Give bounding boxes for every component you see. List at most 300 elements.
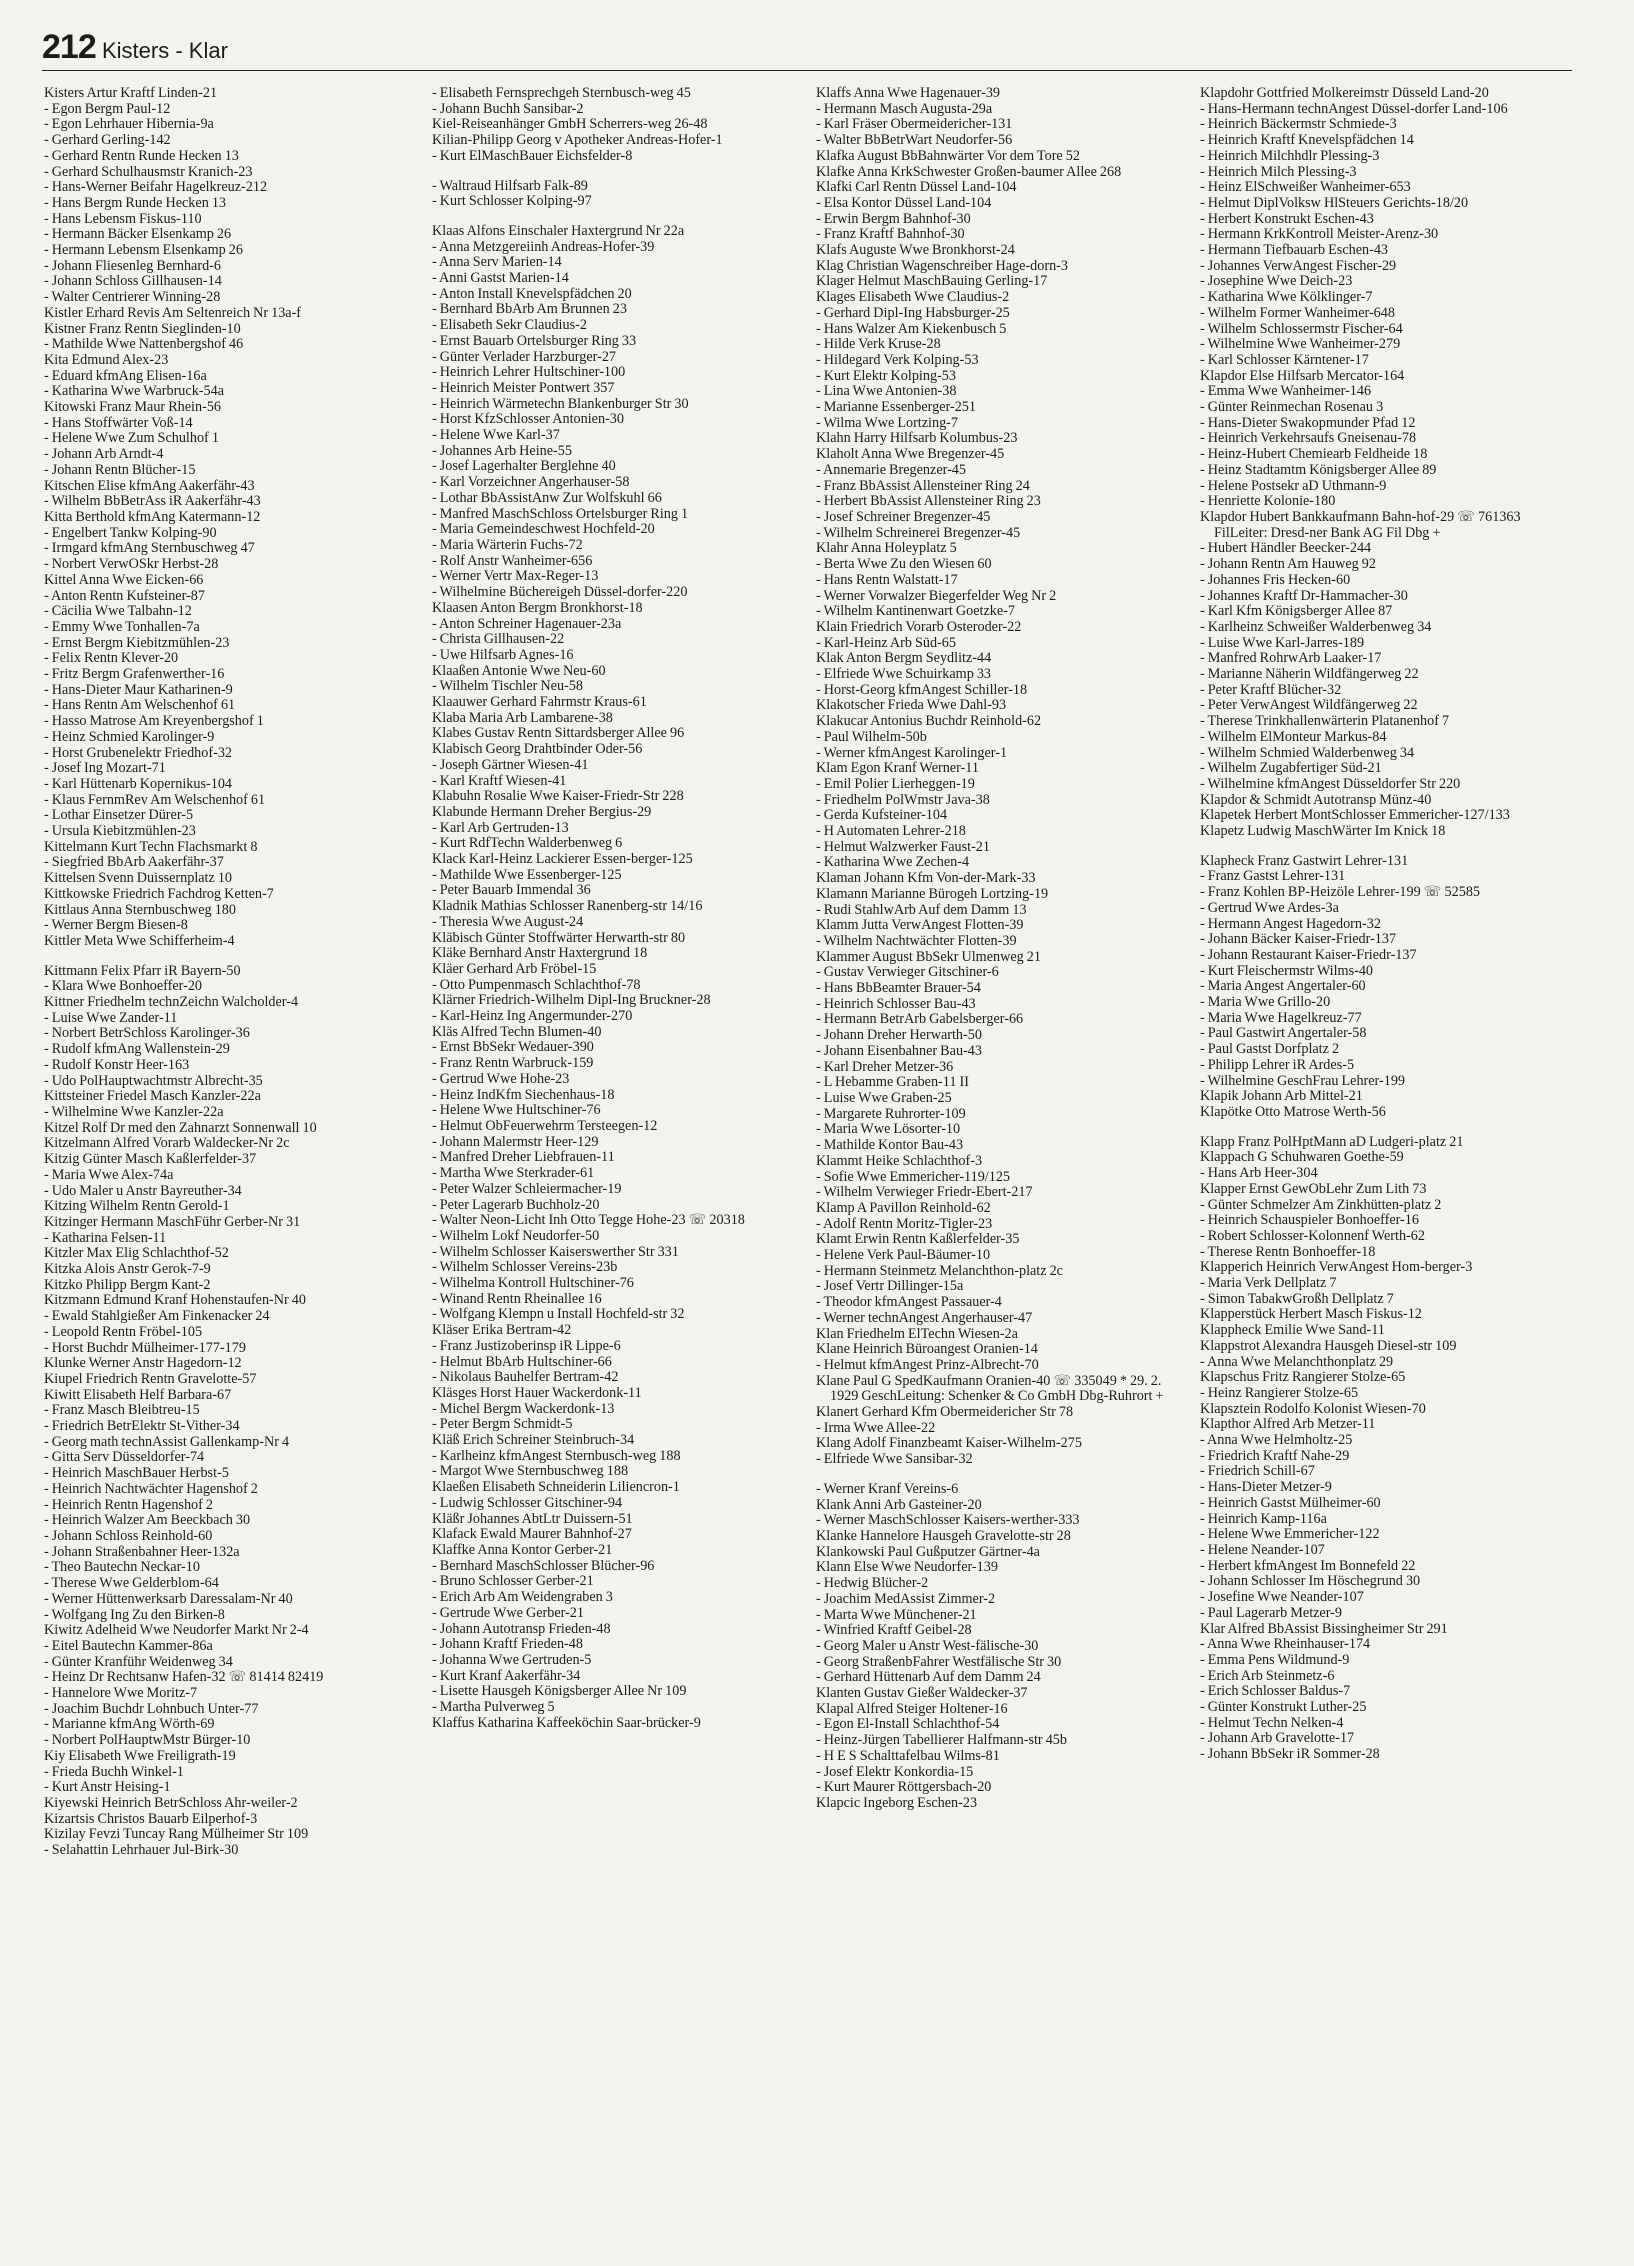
directory-entry: Klafka August BbBahnwärter Vor dem Tore 52 — [816, 147, 1080, 164]
directory-entry: - Hilde Verk Kruse-28 — [816, 336, 941, 353]
directory-entry: - Udo Maler u Anstr Bayreuther-34 — [44, 1182, 242, 1199]
directory-entry: - Maria Angest Angertaler-60 — [1200, 978, 1366, 995]
directory-entry: Klaas Alfons Einschaler Haxtergrund Nr 22a — [432, 222, 685, 239]
directory-entry: - Werner Vorwalzer Biegerfelder Weg Nr 2 — [816, 587, 1057, 604]
directory-entry: - Helene Verk Paul-Bäumer-10 — [816, 1247, 991, 1264]
directory-entry: Kitzmann Edmund Kranf Hohenstaufen-Nr 40 — [44, 1292, 306, 1309]
directory-entry: - Hans Lebensm Fiskus-110 — [44, 210, 202, 227]
directory-entry: Kittmann Felix Pfarr iR Bayern-50 — [44, 962, 241, 979]
directory-entry: - Helmut Walzwerker Faust-21 — [816, 838, 990, 855]
directory-entry: - Johann Rentn Am Hauweg 92 — [1200, 556, 1376, 573]
directory-entry: Klaasen Anton Bergm Bronkhorst-18 — [432, 599, 643, 616]
directory-entry: - Josef Lagerhalter Berglehne 40 — [432, 458, 616, 475]
directory-entry: Klaffus Katharina Kaffeeköchin Saar-brücker-9 — [432, 1714, 701, 1731]
directory-entry: - Maria Wärterin Fuchs-72 — [432, 536, 583, 553]
directory-entry: - Anna Metzgereiinh Andreas-Hofer-39 — [432, 238, 655, 255]
directory-entry: Klamt Erwin Rentn Kaßlerfelder-35 — [816, 1231, 1020, 1248]
directory-entry: - Johann Arb Arndt-4 — [44, 446, 164, 463]
directory-entry: - Josef Schreiner Bregenzer-45 — [816, 508, 991, 525]
directory-entry: - Johann Schloss Reinhold-60 — [44, 1527, 213, 1544]
directory-entry: - Wilhelm Schmied Walderbenweg 34 — [1200, 744, 1415, 761]
directory-entry: - Josefine Wwe Neander-107 — [1200, 1589, 1364, 1606]
directory-entry: - Lothar Einsetzer Dürer-5 — [44, 807, 194, 824]
directory-entry: - L Hebamme Graben-11 II — [816, 1074, 969, 1091]
directory-entry: - Werner Hüttenwerksarb Daressalam-Nr 40 — [44, 1590, 293, 1607]
directory-entry: - Johann Fliesenleg Bernhard-6 — [44, 257, 221, 274]
directory-entry: Klanert Gerhard Kfm Obermeidericher Str 78 — [816, 1404, 1074, 1421]
directory-entry: - Wilhelm Zugabfertiger Süd-21 — [1200, 760, 1382, 777]
directory-entry: Kittel Anna Wwe Eicken-66 — [44, 571, 204, 588]
directory-entry: Kitschen Elise kfmAng Aakerfähr-43 — [44, 477, 255, 494]
directory-entry: - Anni Gastst Marien-14 — [432, 270, 569, 287]
directory-entry: - Wilhelmine Wwe Wanheimer-279 — [1200, 336, 1401, 353]
directory-entry: - Gitta Serv Düsseldorfer-74 — [44, 1449, 205, 1466]
directory-entry: - Karlheinz kfmAngest Sternbusch-weg 188 — [432, 1447, 681, 1464]
directory-entry: Kitzig Günter Masch Kaßlerfelder-37 — [44, 1151, 257, 1168]
directory-entry: Klak Anton Bergm Seydlitz-44 — [816, 650, 992, 667]
directory-entry: - Peter Walzer Schleiermacher-19 — [432, 1180, 622, 1197]
directory-entry: - Karl Arb Gertruden-13 — [432, 819, 569, 836]
directory-entry: - Gertrud Wwe Ardes-3a — [1200, 899, 1339, 916]
directory-entry: - Hermann Bäcker Elsenkamp 26 — [44, 226, 232, 243]
directory-entry: Klank Anni Arb Gasteiner-20 — [816, 1496, 982, 1513]
directory-entry: - Karl-Heinz Arb Süd-65 — [816, 634, 956, 651]
directory-entry: Klann Else Wwe Neudorfer-139 — [816, 1559, 998, 1576]
directory-entry: - Margarete Ruhrorter-109 — [816, 1105, 966, 1122]
directory-entry: - Johann Malermstr Heer-129 — [432, 1133, 599, 1150]
directory-entry: - Johann Restaurant Kaiser-Friedr-137 — [1200, 946, 1417, 963]
directory-entry: - Lisette Hausgeh Königsberger Allee Nr 109 — [432, 1683, 687, 1700]
directory-entry: - Johann Schloss Gillhausen-14 — [44, 273, 222, 290]
directory-entry: Kisters Artur Kraftf Linden-21 — [44, 86, 218, 101]
directory-entry: - Klara Wwe Bonhoeffer-20 — [44, 978, 203, 995]
directory-entry: - Maria Wwe Lösorter-10 — [816, 1121, 961, 1138]
directory-entry: Klang Adolf Finanzbeamt Kaiser-Wilhelm-275 — [816, 1435, 1082, 1452]
directory-entry: Klane Paul G SpedKaufmann Oranien-40 ☏ 335049 * 29. 2. 1929 GeschLeitung: Schenker & Co GmbH Dbg-Ruhrort + — [816, 1372, 1164, 1405]
directory-entry: - Hermann Lebensm Elsenkamp 26 — [44, 242, 243, 259]
directory-entry: Klapdor & Schmidt Autotransp Münz-40 — [1200, 791, 1432, 808]
directory-entry: - Franz Gastst Lehrer-131 — [1200, 868, 1346, 885]
directory-entry: - Heinrich Gastst Mülheimer-60 — [1200, 1494, 1381, 1511]
directory-entry: - Rudolf kfmAng Wallenstein-29 — [44, 1041, 230, 1058]
directory-entry: - Anton Rentn Kufsteiner-87 — [44, 587, 205, 604]
directory-entry: Klapper Ernst GewObLehr Zum Lith 73 — [1200, 1180, 1427, 1197]
directory-entry: Kläer Gerhard Arb Fröbel-15 — [432, 960, 597, 977]
directory-entry: - Karl-Heinz Ing Angermunder-270 — [432, 1008, 633, 1025]
directory-entry: - Mathilde Wwe Essenberger-125 — [432, 866, 622, 883]
directory-entry: Klakucar Antonius Buchdr Reinhold-62 — [816, 713, 1042, 730]
page-header — [42, 26, 1572, 71]
directory-entry: - Robert Schlosser-Kolonnenf Werth-62 — [1200, 1227, 1425, 1244]
directory-entry: - Luise Wwe Graben-25 — [816, 1090, 952, 1106]
directory-entry: Klamm Jutta VerwAngest Flotten-39 — [816, 917, 1024, 934]
directory-entry: - Paul Lagerarb Metzer-9 — [1200, 1604, 1342, 1621]
directory-entry: - Hans Walzer Am Kiekenbusch 5 — [816, 320, 1007, 337]
directory-entry: Klapdor Else Hilfsarb Mercator-164 — [1200, 367, 1405, 384]
directory-entry: - Kurt RdfTechn Walderbenweg 6 — [432, 835, 623, 852]
directory-entry: - Paul Wilhelm-50b — [816, 728, 927, 745]
directory-entry: - Ursula Kiebitzmühlen-23 — [44, 823, 196, 840]
directory-entry: - Heinrich Milchhdlr Plessing-3 — [1200, 147, 1380, 164]
directory-entry: Kiupel Friedrich Rentn Gravelotte-57 — [44, 1370, 257, 1387]
directory-entry: - Heinrich Meister Pontwert 357 — [432, 379, 615, 396]
directory-entry: - Wilhelm BbBetrAss iR Aakerfähr-43 — [44, 493, 261, 510]
directory-entry: Klam Egon Kranf Werner-11 — [816, 760, 979, 777]
directory-entry: - Heinrich Walzer Am Beeckbach 30 — [44, 1512, 251, 1529]
directory-entry: - Gerhard Rentn Runde Hecken 13 — [44, 147, 239, 164]
directory-entry: - Felix Rentn Klever-20 — [44, 650, 179, 667]
directory-entry: - Hans Rentn Walstatt-17 — [816, 571, 958, 588]
directory-entry: Kitzinger Hermann MaschFühr Gerber-Nr 31 — [44, 1213, 301, 1230]
directory-entry: - Wilhelm Schreinerei Bregenzer-45 — [816, 524, 1021, 541]
directory-entry: - Günter Kranführ Weidenweg 34 — [44, 1653, 233, 1670]
directory-entry: - Hans BbBeamter Brauer-54 — [816, 980, 981, 997]
directory-entry: Klapschus Fritz Rangierer Stolze-65 — [1200, 1369, 1406, 1386]
directory-entry: - Günter Reinmechan Rosenau 3 — [1200, 399, 1384, 416]
directory-entry: - Heinrich Wärmetechn Blankenburger Str 30 — [432, 395, 689, 412]
directory-entry: - Ernst Bauarb Ortelsburger Ring 33 — [432, 332, 637, 349]
directory-entry: - Kurt ElMaschBauer Eichsfelder-8 — [432, 147, 633, 164]
directory-entry: - Emil Polier Lierheggen-19 — [816, 775, 975, 792]
directory-entry: - Eduard kfmAng Elisen-16a — [44, 367, 207, 384]
directory-entry: - Peter Kraftf Blücher-32 — [1200, 681, 1342, 698]
directory-entry: Klaaßen Antonie Wwe Neu-60 — [432, 662, 606, 679]
directory-entry: - Johann Straßenbahner Heer-132a — [44, 1543, 240, 1560]
directory-entry: - Johann Arb Gravelotte-17 — [1200, 1730, 1355, 1747]
directory-entry: - Engelbert Tankw Kolping-90 — [44, 524, 217, 541]
directory-entry: Klaholt Anna Wwe Bregenzer-45 — [816, 446, 1005, 463]
directory-entry: - Simon TabakwGroßh Dellplatz 7 — [1200, 1290, 1394, 1307]
directory-entry: Klamann Marianne Bürogeh Lortzing-19 — [816, 885, 1049, 902]
directory-entry: - Johann Eisenbahner Bau-43 — [816, 1042, 982, 1059]
directory-entry: - Hans Bergm Runde Hecken 13 — [44, 194, 227, 211]
directory-entry: - Anna Serv Marien-14 — [432, 254, 562, 271]
directory-entry: - Johann Schlosser Im Höschegrund 30 — [1200, 1573, 1421, 1590]
directory-entry: - Helene Wwe Emmericher-122 — [1200, 1526, 1380, 1543]
directory-entry: - Emma Wwe Wanheimer-146 — [1200, 383, 1372, 400]
directory-entry: Klafke Anna KrkSchwester Großen-baumer Allee 268 — [816, 163, 1122, 180]
directory-entry: - Margot Wwe Sternbuschweg 188 — [432, 1463, 629, 1480]
directory-entry: - Gerhard Hüttenarb Auf dem Damm 24 — [816, 1669, 1041, 1686]
directory-entry: - Heinrich MaschBauer Herbst-5 — [44, 1465, 229, 1482]
directory-entry: - Maria Wwe Grillo-20 — [1200, 994, 1331, 1011]
directory-entry: Klabunde Hermann Dreher Bergius-29 — [432, 803, 652, 820]
directory-entry: - Herbert BbAssist Allensteiner Ring 23 — [816, 493, 1041, 510]
directory-entry: - Martha Pulverweg 5 — [432, 1699, 555, 1716]
directory-entry: Klapp Franz PolHptMann aD Ludgeri-platz 21 — [1200, 1133, 1464, 1150]
directory-entry: Klabuhn Rosalie Wwe Kaiser-Friedr-Str 228 — [432, 788, 684, 805]
directory-entry: - Winfried Kraftf Geibel-28 — [816, 1622, 972, 1639]
directory-entry: - Norbert VerwOSkr Herbst-28 — [44, 556, 219, 573]
directory-entry: Kläser Erika Bertram-42 — [432, 1322, 572, 1339]
directory-entry: - Joachim Buchdr Lohnbuch Unter-77 — [44, 1700, 259, 1717]
directory-entry: - Johanna Wwe Gertruden-5 — [432, 1651, 592, 1668]
directory-entry: Klapetz Ludwig MaschWärter Im Knick 18 — [1200, 823, 1446, 840]
directory-entry: Klafki Carl Rentn Düssel Land-104 — [816, 179, 1017, 196]
directory-entry: - Emmy Wwe Tonhallen-7a — [44, 618, 200, 635]
directory-entry: - Anna Wwe Helmholtz-25 — [1200, 1432, 1353, 1449]
directory-entry: - Kurt Maurer Röttgersbach-20 — [816, 1779, 992, 1796]
directory-entry: - Otto Pumpenmasch Schlachthof-78 — [432, 976, 641, 993]
directory-entry: - Hans-Hermann technAngest Düssel-dorfer Land-106 — [1200, 100, 1508, 117]
directory-entry: Klappstrot Alexandra Hausgeh Diesel-str 109 — [1200, 1337, 1457, 1354]
directory-entry: - Therese Wwe Gelderblom-64 — [44, 1575, 219, 1592]
column-2 — [432, 86, 797, 2256]
directory-entry: - Hermann KrkKontroll Meister-Arenz-30 — [1200, 226, 1439, 243]
directory-entry: Klafack Ewald Maurer Bahnhof-27 — [432, 1526, 632, 1543]
directory-entry: - Hans-Dieter Metzer-9 — [1200, 1479, 1332, 1496]
directory-entry: - Ernst Bergm Kiebitzmühlen-23 — [44, 634, 230, 651]
directory-entry: - Johannes Arb Heine-55 — [432, 442, 572, 459]
directory-entry: - Ewald Stahlgießer Am Finkenacker 24 — [44, 1308, 270, 1325]
directory-entry: - Nikolaus Bauhelfer Bertram-42 — [432, 1369, 619, 1386]
directory-entry: - Mathilde Wwe Nattenbergshof 46 — [44, 336, 244, 353]
directory-entry: - Hans Rentn Am Welschenhof 61 — [44, 697, 236, 714]
directory-entry: - Johannes VerwAngest Fischer-29 — [1200, 257, 1397, 274]
directory-entry: - Horst-Georg kfmAngest Schiller-18 — [816, 681, 1028, 698]
directory-entry: - Johann Kraftf Frieden-48 — [432, 1636, 583, 1653]
directory-entry: - Heinrich Kamp-116a — [1200, 1510, 1327, 1527]
directory-entry: - Anton Install Knevelspfädchen 20 — [432, 285, 632, 302]
directory-entry: Klakotscher Frieda Wwe Dahl-93 — [816, 697, 1007, 714]
directory-entry: Kiyewski Heinrich BetrSchloss Ahr-weiler-2 — [44, 1794, 298, 1811]
directory-entry: Kitzing Wilhelm Rentn Gerold-1 — [44, 1198, 230, 1215]
directory-entry: - Hermann Tiefbauarb Eschen-43 — [1200, 242, 1389, 259]
directory-entry: Kitzelmann Alfred Vorarb Waldecker-Nr 2c — [44, 1135, 290, 1152]
directory-entry: - Peter Lagerarb Buchholz-20 — [432, 1196, 600, 1213]
directory-entry: - Horst KfzSchlosser Antonien-30 — [432, 411, 624, 428]
directory-entry: - Karl Vorzeichner Angerhauser-58 — [432, 474, 630, 491]
directory-entry: Klafs Auguste Wwe Bronkhorst-24 — [816, 242, 1015, 259]
directory-entry: - Rudi StahlwArb Auf dem Damm 13 — [816, 901, 1027, 918]
directory-entry: Kistner Franz Rentn Sieglinden-10 — [44, 320, 241, 337]
directory-entry: - Henriette Kolonie-180 — [1200, 493, 1336, 510]
directory-entry: - Udo PolHauptwachtmstr Albrecht-35 — [44, 1072, 263, 1089]
directory-entry: Kistler Erhard Revis Am Seltenreich Nr 13a-f — [44, 304, 302, 321]
directory-entry: - Peter Bauarb Immendal 36 — [432, 882, 591, 899]
directory-entry: - Siegfried BbArb Aakerfähr-37 — [44, 854, 224, 871]
column-1 — [44, 86, 409, 2256]
directory-entry: - Helene Postsekr aD Uthmann-9 — [1200, 477, 1387, 494]
directory-entry: - Werner technAngest Angerhauser-47 — [816, 1309, 1033, 1326]
directory-entry: Kita Edmund Alex-23 — [44, 351, 169, 368]
directory-entry: Kittsteiner Friedel Masch Kanzler-22a — [44, 1088, 261, 1105]
directory-entry: - Ernst BbSekr Wedauer-390 — [432, 1039, 594, 1056]
directory-entry: - Hasso Matrose Am Kreyenbergshof 1 — [44, 713, 264, 730]
directory-entry: - Johann BbSekr iR Sommer-28 — [1200, 1746, 1380, 1763]
directory-entry: - Elsa Kontor Düssel Land-104 — [816, 194, 992, 211]
directory-entry: Klaeßen Elisabeth Schneiderin Liliencron-1 — [432, 1479, 680, 1496]
directory-entry: Kittelmann Kurt Techn Flachsmarkt 8 — [44, 838, 258, 855]
directory-entry: - Hans-Werner Beifahr Hagelkreuz-212 — [44, 179, 268, 196]
directory-entry: - Günter Verlader Harzburger-27 — [432, 348, 617, 365]
directory-entry: Kiy Elisabeth Wwe Freiligrath-19 — [44, 1747, 236, 1764]
directory-entry: - Fritz Bergm Grafenwerther-16 — [44, 666, 225, 683]
directory-entry: - Horst Grubenelektr Friedhof-32 — [44, 744, 233, 761]
directory-entry: - Walter Neon-Licht Inh Otto Tegge Hohe-23 ☏ 20318 — [432, 1212, 745, 1229]
directory-entry: Klärner Friedrich-Wilhelm Dipl-Ing Bruckner-28 — [432, 992, 711, 1009]
directory-entry: - Heinz Dr Rechtsanw Hafen-32 ☏ 81414 82419 — [44, 1669, 324, 1686]
directory-entry: Kläke Bernhard Anstr Haxtergrund 18 — [432, 945, 648, 962]
directory-entry: - Günter Schmelzer Am Zinkhütten-platz 2 — [1200, 1196, 1442, 1213]
directory-entry: Kittner Friedhelm technZeichn Walcholder-4 — [44, 994, 299, 1011]
directory-entry: - Heinz-Jürgen Tabellierer Halfmann-str 45b — [816, 1732, 1067, 1749]
directory-entry: - Johann Bäcker Kaiser-Friedr-137 — [1200, 931, 1397, 948]
directory-entry: - Heinrich Verkehrsaufs Gneisenau-78 — [1200, 430, 1417, 447]
directory-entry: Kitta Berthold kfmAng Katermann-12 — [44, 508, 261, 525]
directory-entry: - Johannes Fris Hecken-60 — [1200, 571, 1351, 588]
directory-entry: - Wilhelm Schlossermstr Fischer-64 — [1200, 320, 1403, 337]
directory-entry: - Josef Elektr Konkordia-15 — [816, 1763, 974, 1780]
directory-entry: Klamp A Pavillon Reinhold-62 — [816, 1199, 991, 1216]
directory-entry: - Heinrich Kraftf Knevelspfädchen 14 — [1200, 132, 1414, 149]
directory-entry: - Wilhelm Schlosser Kaiserswerther Str 331 — [432, 1243, 679, 1260]
directory-entry: Kitowski Franz Maur Rhein-56 — [44, 399, 222, 416]
directory-entry: - Hermann Angest Hagedorn-32 — [1200, 915, 1381, 932]
directory-entry: Klane Heinrich Büroangest Oranien-14 — [816, 1341, 1038, 1358]
directory-entry: - Paul Gastwirt Angertaler-58 — [1200, 1025, 1367, 1042]
directory-entry: - Johannes Kraftf Dr-Hammacher-30 — [1200, 587, 1408, 604]
directory-entry: - Günter Konstrukt Luther-25 — [1200, 1699, 1367, 1716]
directory-entry: - Michel Bergm Wackerdonk-13 — [432, 1400, 615, 1417]
directory-entry: - Heinz Schmied Karolinger-9 — [44, 728, 215, 745]
directory-entry: - Lothar BbAssistAnw Zur Wolfskuhl 66 — [432, 489, 662, 506]
directory-entry: Klapal Alfred Steiger Holtener-16 — [816, 1700, 1008, 1717]
directory-entry: Klan Friedhelm ElTechn Wiesen-2a — [816, 1325, 1018, 1342]
directory-entry: - Georg Maler u Anstr West-fälische-30 — [816, 1637, 1039, 1654]
directory-entry: Klanke Hannelore Hausgeh Gravelotte-str 28 — [816, 1527, 1071, 1544]
directory-entry: - Walter BbBetrWart Neudorfer-56 — [816, 132, 1013, 149]
page-number: 212 — [42, 28, 96, 66]
directory-entry: - Gertrud Wwe Hohe-23 — [432, 1070, 570, 1087]
directory-entry: - Gustav Verwieger Gitschiner-6 — [816, 964, 999, 981]
directory-entry: Klapperstück Herbert Masch Fiskus-12 — [1200, 1306, 1422, 1323]
directory-entry: - Maria Gemeindeschwest Hochfeld-20 — [432, 521, 655, 538]
directory-entry: - Sofie Wwe Emmericher-119/125 — [816, 1168, 1011, 1185]
directory-entry: - Heinrich Bäckermstr Schmiede-3 — [1200, 116, 1397, 133]
directory-entry: - Martha Wwe Sterkrader-61 — [432, 1165, 595, 1182]
directory-entry: - Therese Trinkhallenwärterin Platanenhof 7 — [1200, 713, 1450, 730]
directory-entry: Klapik Johann Arb Mittel-21 — [1200, 1088, 1363, 1105]
directory-entry: Kiwitt Elisabeth Helf Barbara-67 — [44, 1386, 232, 1403]
directory-entry: - Gerda Kufsteiner-104 — [816, 807, 948, 824]
directory-entry: Klapcic Ingeborg Eschen-23 — [816, 1794, 978, 1811]
directory-entry: Kizartsis Christos Bauarb Eilperhof-3 — [44, 1810, 258, 1827]
directory-entry: - Ludwig Schlosser Gitschiner-94 — [432, 1494, 623, 1511]
directory-entry: - Hans-Dieter Swakopmunder Pfad 12 — [1200, 414, 1416, 431]
directory-entry: Klaba Maria Arb Lambarene-38 — [432, 709, 613, 726]
directory-columns — [44, 86, 1574, 2256]
directory-entry: - Johann Dreher Herwarth-50 — [816, 1027, 982, 1044]
directory-entry: - Norbert PolHauptwMstr Bürger-10 — [44, 1732, 251, 1749]
directory-entry: - Katharina Wwe Kölklinger-7 — [1200, 289, 1373, 306]
directory-entry: - Herbert kfmAngest Im Bonnefeld 22 — [1200, 1557, 1416, 1574]
directory-entry: - Friedrich Kraftf Nahe-29 — [1200, 1447, 1350, 1464]
directory-entry: Kizilay Fevzi Tuncay Rang Mülheimer Str 109 — [44, 1826, 309, 1843]
directory-entry: - Karl Dreher Metzer-36 — [816, 1058, 954, 1075]
directory-entry: - Heinrich Schauspieler Bonhoeffer-16 — [1200, 1212, 1419, 1229]
directory-entry: - Gerhard Dipl-Ing Habsburger-25 — [816, 304, 1010, 321]
directory-entry: - Theo Bautechn Neckar-10 — [44, 1559, 200, 1576]
directory-entry: - H Automaten Lehrer-218 — [816, 823, 966, 840]
directory-entry: - Waltraud Hilfsarb Falk-89 — [432, 177, 588, 194]
directory-entry: - Hermann Masch Augusta-29a — [816, 100, 993, 117]
directory-entry: Klager Helmut MaschBauing Gerling-17 — [816, 273, 1048, 290]
directory-entry: - Georg math technAssist Gallenkamp-Nr 4 — [44, 1433, 290, 1450]
directory-entry: - Manfred MaschSchloss Ortelsburger Ring 1 — [432, 505, 689, 522]
directory-entry: - Egon Bergm Paul-12 — [44, 100, 171, 117]
directory-entry: - Anna Wwe Melanchthonplatz 29 — [1200, 1353, 1394, 1370]
directory-entry: - Friedrich Schill-67 — [1200, 1463, 1315, 1480]
directory-entry: - Johann Rentn Blücher-15 — [44, 461, 196, 478]
directory-entry: - Selahattin Lehrhauer Jul-Birk-30 — [44, 1842, 239, 1859]
directory-entry: - Josef Vertr Dillinger-15a — [816, 1278, 964, 1295]
directory-entry: - Berta Wwe Zu den Wiesen 60 — [816, 556, 992, 573]
directory-entry: Klages Elisabeth Wwe Claudius-2 — [816, 289, 1010, 306]
directory-entry: - Wilhelm Nachtwächter Flotten-39 — [816, 932, 1017, 949]
directory-entry: - Friedhelm PolWmstr Java-38 — [816, 791, 990, 808]
directory-entry: - Norbert BetrSchloss Karolinger-36 — [44, 1025, 250, 1042]
directory-entry: Klappheck Emilie Wwe Sand-11 — [1200, 1322, 1385, 1339]
directory-entry: Kiel-Reiseanhänger GmbH Scherrers-weg 26-48 — [432, 116, 708, 133]
directory-entry: Klammt Heike Schlachthof-3 — [816, 1152, 983, 1169]
directory-entry: - Heinrich Rentn Hagenshof 2 — [44, 1496, 213, 1513]
directory-entry: - Wilma Wwe Lortzing-7 — [816, 414, 958, 431]
directory-entry: - Kurt Fleischermstr Wilms-40 — [1200, 962, 1374, 979]
directory-entry: - Heinrich Milch Plessing-3 — [1200, 163, 1357, 180]
directory-entry: Kitzel Rolf Dr med den Zahnarzt Sonnenwall 10 — [44, 1119, 317, 1136]
directory-entry: - Marianne Näherin Wildfängerweg 22 — [1200, 666, 1419, 683]
directory-entry: - Karl Hüttenarb Kopernikus-104 — [44, 775, 233, 792]
directory-entry: - Egon Lehrhauer Hibernia-9a — [44, 116, 214, 133]
directory-entry: - Paul Gastst Dorfplatz 2 — [1200, 1041, 1340, 1058]
directory-entry: - Wilhelm Kantinenwart Goetzke-7 — [816, 603, 1015, 620]
directory-entry: - Karl Kraftf Wiesen-41 — [432, 772, 567, 789]
directory-entry: Klapetek Herbert MontSchlosser Emmericher-127/133 — [1200, 807, 1510, 824]
directory-entry: - Heinrich Lehrer Hultschiner-100 — [432, 364, 626, 381]
directory-entry: Klahn Harry Hilfsarb Kolumbus-23 — [816, 430, 1018, 447]
directory-entry: - Kurt Schlosser Kolping-97 — [432, 193, 592, 210]
directory-entry: - Luise Wwe Zander-11 — [44, 1009, 178, 1026]
directory-entry: Klapthor Alfred Arb Metzer-11 — [1200, 1416, 1376, 1433]
directory-entry: - Klaus FernmRev Am Welschenhof 61 — [44, 791, 266, 808]
directory-entry: - Heinrich Nachtwächter Hagenshof 2 — [44, 1480, 258, 1497]
directory-entry: - Helmut Techn Nelken-4 — [1200, 1714, 1344, 1731]
directory-entry: Kläß Erich Schreiner Steinbruch-34 — [432, 1432, 635, 1449]
directory-entry: Klag Christian Wagenschreiber Hage-dorn-3 — [816, 257, 1068, 274]
directory-entry: - Erich Arb Steinmetz-6 — [1200, 1667, 1335, 1684]
directory-entry: - Theodor kfmAngest Passauer-4 — [816, 1294, 1002, 1311]
directory-entry: - Helene Wwe Zum Schulhof 1 — [44, 430, 219, 447]
directory-entry: - Bruno Schlosser Gerber-21 — [432, 1573, 594, 1590]
directory-entry: - Therese Rentn Bonhoeffer-18 — [1200, 1243, 1376, 1260]
directory-entry: - Johann Buchh Sansibar-2 — [432, 100, 584, 117]
directory-entry: - Irmgard kfmAng Sternbuschweg 47 — [44, 540, 255, 557]
directory-entry: - Josephine Wwe Deich-23 — [1200, 273, 1353, 290]
directory-entry: - Wilhelma Kontroll Hultschiner-76 — [432, 1275, 634, 1292]
directory-entry: - Christa Gillhausen-22 — [432, 631, 565, 648]
directory-entry: - Leopold Rentn Fröbel-105 — [44, 1323, 203, 1340]
directory-entry: Kitzka Alois Anstr Gerok-7-9 — [44, 1261, 211, 1278]
directory-entry: - Werner Kranf Vereins-6 — [816, 1480, 959, 1497]
directory-entry: - Maria Verk Dellplatz 7 — [1200, 1275, 1337, 1292]
directory-entry: - Kurt Elektr Kolping-53 — [816, 367, 956, 384]
directory-entry: - Heinz IndKfm Siechenhaus-18 — [432, 1086, 615, 1103]
directory-entry: - Wilhelmine kfmAngest Düsseldorfer Str 220 — [1200, 775, 1461, 792]
directory-entry: - Hedwig Blücher-2 — [816, 1575, 929, 1592]
directory-entry: - Wolfgang Klempn u Install Hochfeld-str 32 — [432, 1306, 685, 1323]
directory-entry: - Erich Arb Am Weidengraben 3 — [432, 1589, 613, 1606]
